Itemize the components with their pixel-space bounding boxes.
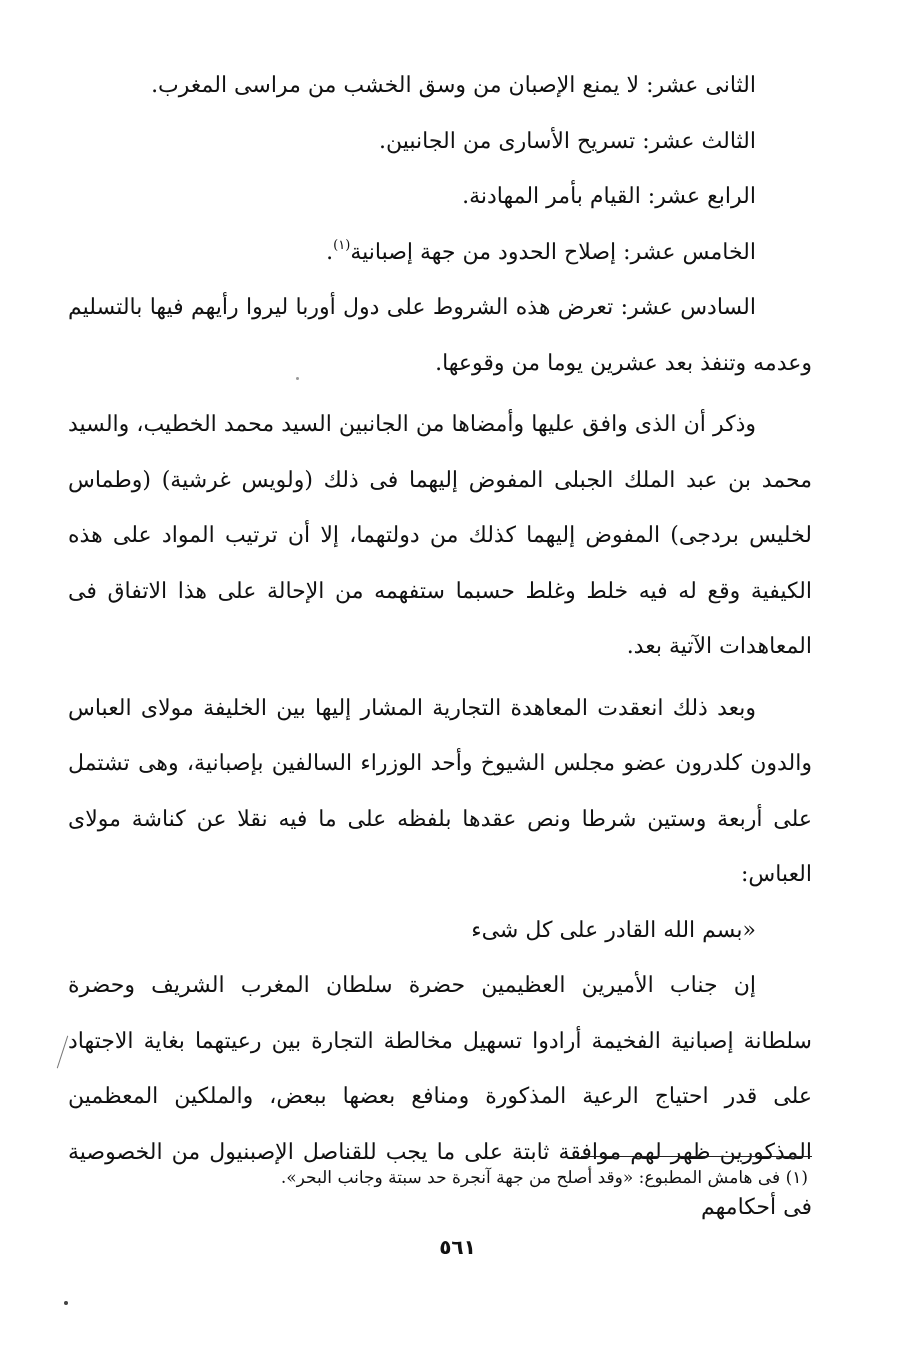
page-number: ٥٦١	[439, 1235, 476, 1259]
article-16-paragraph: السادس عشر: تعرض هذه الشروط على دول أوربا ليروا رأيهم فيها بالتسليم وعدمه وتنفذ بعد عشرين يوما من وقوعها.	[68, 295, 812, 376]
scan-speck	[296, 377, 299, 380]
footnote-divider	[581, 1156, 812, 1157]
scan-speck	[64, 1301, 68, 1305]
article-15-text: الخامس عشر: إصلاح الحدود من جهة إصبانية	[350, 239, 756, 265]
signatories-paragraph: وذكر أن الذى وافق عليها وأمضاها من الجانبين السيد محمد الخطيب، والسيد محمد بن عبد الملك الجبلى المفوض إليهما فى ذلك (ولويس غرشية) (وطماس لخليس بردجى) المفوض إليهما كذلك من دولتهما، إلا أن ترتيب المواد على هذه الكيفية وقع له فيه خلط وغلط حسبما ستفهمه من الإحالة على هذا الاتفاق فى المعاهدات الآتية بعد.	[68, 412, 812, 659]
article-14-line: الرابع عشر: القيام بأمر المهادنة.	[462, 184, 756, 209]
scan-mark	[57, 1036, 68, 1069]
footnote-reference: (١)	[333, 237, 351, 253]
article-15-period: .	[326, 239, 334, 265]
article-12-line: الثانى عشر: لا يمنع الإصبان من وسق الخشب من مراسى المغرب.	[151, 73, 756, 98]
article-13-line: الثالث عشر: تسريح الأسارى من الجانبين.	[379, 128, 756, 154]
footnote: (١) فى هامش المطبوع: «وقد أصلح من جهة آنجرة حد سبتة وجانب البحر».	[280, 1168, 808, 1188]
main-text	[68, 58, 812, 1236]
basmala-line: «بسم الله القادر على كل شىء	[471, 917, 756, 943]
treaty-preamble-paragraph: إن جناب الأميرين العظيمين حضرة سلطان المغرب الشريف وحضرة سلطانة إصبانية الفخيمة أرادوا تسهيل مخالطة التجارة بين رعيتهما بغاية الاجتهاد على قدر احتياج الرعية المذكورة ومنافع بعضها ببعض، والملكين المعظمين المذكورين ظهر لهم موافقة ثابتة على ما يجب للقناصل الإصبنيول من الخصوصية فى أحكامهم	[68, 973, 812, 1220]
article-15-line	[68, 225, 812, 281]
treaty-intro-paragraph: وبعد ذلك انعقدت المعاهدة التجارية المشار إليها بين الخليفة مولاى العباس والدون كلدرون عضو مجلس الشيوخ وأحد الوزراء السالفين بإصبانية، وهى تشتمل على أربعة وستين شرطا ونص عقدها بلفظه على ما فيه نقلا عن كناشة مولاى العباس:	[68, 695, 813, 887]
